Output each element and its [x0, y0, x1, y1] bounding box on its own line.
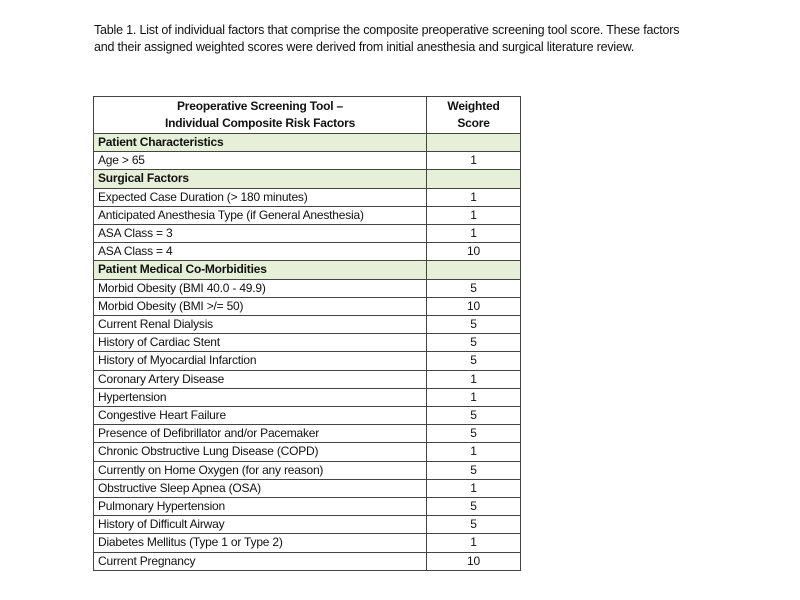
score-cell: 1 — [427, 479, 521, 497]
table-row — [94, 243, 521, 261]
factor-cell: Chronic Obstructive Lung Disease (COPD) — [94, 443, 427, 461]
factor-cell: Expected Case Duration (> 180 minutes) — [94, 188, 427, 206]
section-row-patient-characteristics — [94, 134, 521, 152]
score-cell: 1 — [427, 534, 521, 552]
score-cell: 10 — [427, 297, 521, 315]
score-cell: 5 — [427, 498, 521, 516]
table-row — [94, 297, 521, 315]
factor-cell: Presence of Defibrillator and/or Pacemaker — [94, 425, 427, 443]
table-row — [94, 498, 521, 516]
factor-cell: Age > 65 — [94, 152, 427, 170]
score-cell: 1 — [427, 388, 521, 406]
score-header-line-1: Weighted — [447, 99, 500, 113]
risk-factors-table — [93, 96, 521, 571]
score-cell: 5 — [427, 352, 521, 370]
score-cell: 5 — [427, 425, 521, 443]
factor-cell: Anticipated Anesthesia Type (if General Anesthesia) — [94, 206, 427, 224]
table-row — [94, 152, 521, 170]
score-cell: 5 — [427, 516, 521, 534]
table-row — [94, 552, 521, 570]
score-cell: 5 — [427, 461, 521, 479]
table-row — [94, 352, 521, 370]
score-cell: 1 — [427, 443, 521, 461]
table-caption: Table 1. List of individual factors that comprise the composite preoperative screening tool score. These factors and their assigned weighted scores were derived from initial anesthesia and surgical literature review. — [94, 23, 680, 54]
table-row — [94, 534, 521, 552]
table-row — [94, 443, 521, 461]
section-title: Surgical Factors — [94, 170, 427, 188]
score-cell: 10 — [427, 552, 521, 570]
score-cell: 1 — [427, 370, 521, 388]
table-row — [94, 334, 521, 352]
factor-cell: Coronary Artery Disease — [94, 370, 427, 388]
factor-cell: History of Difficult Airway — [94, 516, 427, 534]
table-row — [94, 206, 521, 224]
score-cell: 1 — [427, 225, 521, 243]
table-row — [94, 461, 521, 479]
table-header-row — [94, 97, 521, 134]
factor-cell: Current Renal Dialysis — [94, 316, 427, 334]
table-row — [94, 407, 521, 425]
table-row — [94, 279, 521, 297]
factor-cell: History of Myocardial Infarction — [94, 352, 427, 370]
table-row — [94, 188, 521, 206]
section-title: Patient Characteristics — [94, 134, 427, 152]
factor-cell: Pulmonary Hypertension — [94, 498, 427, 516]
factor-cell: ASA Class = 4 — [94, 243, 427, 261]
factor-cell: Morbid Obesity (BMI 40.0 - 49.9) — [94, 279, 427, 297]
section-row-surgical-factors — [94, 170, 521, 188]
score-header-line-2: Score — [457, 116, 490, 130]
factor-column-header — [94, 97, 427, 134]
section-title-blank — [427, 170, 521, 188]
factor-cell: Congestive Heart Failure — [94, 407, 427, 425]
factor-cell: History of Cardiac Stent — [94, 334, 427, 352]
factor-cell: Obstructive Sleep Apnea (OSA) — [94, 479, 427, 497]
section-title-blank — [427, 134, 521, 152]
section-row-patient-medical-co-morbidities — [94, 261, 521, 279]
factor-cell: ASA Class = 3 — [94, 225, 427, 243]
factor-header-line-1: Preoperative Screening Tool – — [176, 99, 344, 113]
score-cell: 5 — [427, 316, 521, 334]
factor-cell: Current Pregnancy — [94, 552, 427, 570]
table-row — [94, 425, 521, 443]
table-row — [94, 370, 521, 388]
table-row — [94, 479, 521, 497]
table-row — [94, 516, 521, 534]
score-cell: 5 — [427, 407, 521, 425]
table-row — [94, 225, 521, 243]
score-cell: 1 — [427, 188, 521, 206]
factor-cell: Diabetes Mellitus (Type 1 or Type 2) — [94, 534, 427, 552]
score-cell: 5 — [427, 334, 521, 352]
score-cell: 1 — [427, 152, 521, 170]
section-title-blank — [427, 261, 521, 279]
factor-header-line-2: Individual Composite Risk Factors — [164, 116, 356, 130]
factor-cell: Currently on Home Oxygen (for any reason) — [94, 461, 427, 479]
factor-cell: Morbid Obesity (BMI >/= 50) — [94, 297, 427, 315]
score-cell: 10 — [427, 243, 521, 261]
section-title: Patient Medical Co-Morbidities — [94, 261, 427, 279]
table-row — [94, 388, 521, 406]
factor-cell: Hypertension — [94, 388, 427, 406]
table-row — [94, 316, 521, 334]
score-cell: 5 — [427, 279, 521, 297]
score-column-header — [427, 97, 521, 134]
score-cell: 1 — [427, 206, 521, 224]
